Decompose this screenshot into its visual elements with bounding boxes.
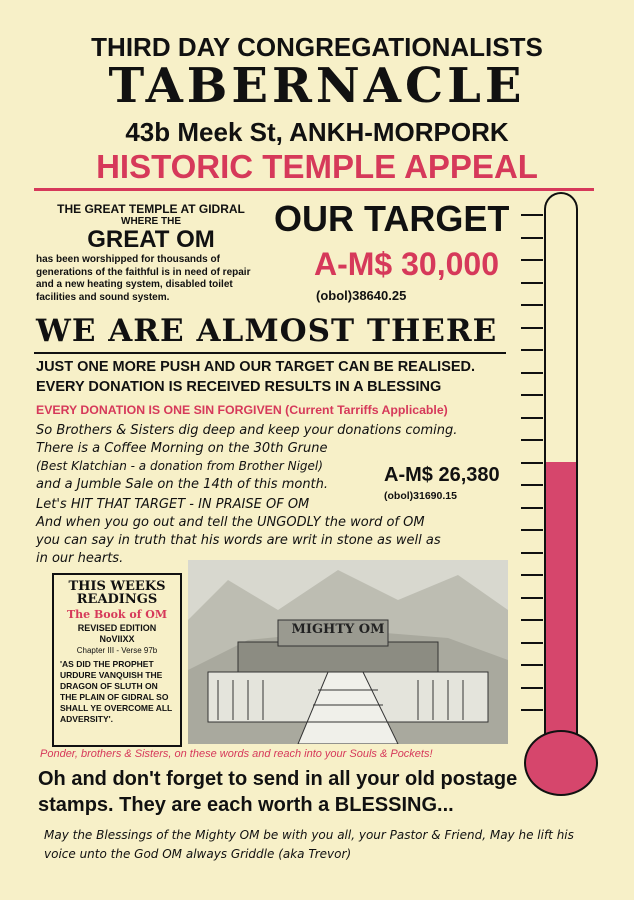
intro-line2: WHERE THE — [121, 216, 181, 227]
target-label: OUR TARGET — [274, 198, 510, 239]
readings-num: NoVIIXX — [99, 634, 135, 644]
target-obol: (obol)38640.25 — [316, 288, 407, 303]
almost-headline: WE ARE ALMOST THERE — [36, 313, 498, 349]
thermometer-tick — [521, 237, 543, 239]
almost-line2: EVERY DONATION IS RECEIVED RESULTS IN A BLESSING — [36, 379, 442, 395]
intro-body: has been worshipped for thousands of generations of the faithful is in need of repair and a new heating system, disabled toilet facilities and sound system. — [36, 254, 251, 303]
readings-chapter: Chapter III - Verse 97b — [76, 646, 158, 655]
footer-bless2: voice unto the God OM always Griddle (aka Trevor) — [44, 847, 352, 861]
header-address: 43b Meek St, ANKH-MORPORK — [125, 117, 509, 147]
header-tabernacle: TABERNACLE — [108, 58, 526, 114]
thermometer-tick — [521, 327, 543, 329]
body-line6: And when you go out and tell the UNGODLY the word of OM — [36, 515, 425, 530]
thermometer-tick — [521, 552, 543, 554]
thermometer-tick — [521, 214, 543, 216]
thermometer-tick — [521, 574, 543, 576]
thermometer-tick — [521, 462, 543, 464]
thermometer-bulb — [524, 730, 598, 796]
header-appeal: HISTORIC TEMPLE APPEAL — [96, 148, 538, 185]
almost-line1: JUST ONE MORE PUSH AND OUR TARGET CAN BE REALISED. — [36, 359, 476, 375]
readings-book: The Book of OM — [66, 608, 168, 621]
readings-title1: THIS WEEKS — [68, 579, 166, 594]
readings-edition: REVISED EDITION — [77, 623, 157, 633]
body-line3: (Best Klatchian - a donation from Brother Nigel) — [36, 459, 323, 473]
appeal-underline — [34, 188, 594, 191]
body-line7: you can say in truth that his words are writ in stone as well as — [36, 533, 441, 548]
thermometer-tick — [521, 709, 543, 711]
target-amount: A-M$ 30,000 — [314, 246, 499, 282]
thermometer-fill — [546, 462, 576, 762]
current-obol: (obol)31690.15 — [384, 490, 457, 502]
body-line2: There is a Coffee Morning on the 30th Grune — [36, 441, 328, 456]
body-line1: So Brothers & Sisters dig deep and keep your donations coming. — [36, 423, 458, 438]
thermometer-tick — [521, 529, 543, 531]
thermometer-tick — [521, 417, 543, 419]
almost-line3: EVERY DONATION IS ONE SIN FORGIVEN (Current Tarriffs Applicable) — [36, 403, 448, 417]
thermometer-tick — [521, 439, 543, 441]
almost-underline — [34, 352, 506, 354]
thermometer-tick — [521, 687, 543, 689]
readings-verse: 'AS DID THE PROPHET URDURE VANQUISH THE DRAGON OF SLUTH ON THE PLAIN OF GIDRAL SO SHALL YE OVERCOME ALL ADVERSITY'. — [60, 659, 173, 724]
footer-stamps1: Oh and don't forget to send in all your old postage — [38, 768, 518, 790]
footer-ponder: Ponder, brothers & Sisters, on these words and reach into your Souls & Pockets! — [40, 748, 433, 760]
temple-sign: MIGHTY OM — [291, 622, 385, 637]
intro-great-om: GREAT OM — [87, 226, 215, 253]
thermometer-tick — [521, 282, 543, 284]
thermometer-tick — [521, 507, 543, 509]
body-line8: in our hearts. — [36, 551, 124, 566]
readings-title2: READINGS — [76, 592, 158, 607]
temple-illustration — [188, 560, 508, 744]
footer-bless1: May the Blessings of the Mighty OM be with you all, your Pastor & Friend, May he lift his — [44, 828, 574, 842]
body-line5: Let's HIT THAT TARGET - IN PRAISE OF OM — [36, 497, 310, 512]
current-amount: A-M$ 26,380 — [384, 464, 500, 486]
footer-stamps2: stamps. They are each worth a BLESSING... — [38, 794, 454, 816]
thermometer-tick — [521, 304, 543, 306]
intro-line1: THE GREAT TEMPLE AT GIDRAL — [57, 202, 245, 216]
thermometer-tick — [521, 597, 543, 599]
body-line4: and a Jumble Sale on the 14th of this month. — [36, 477, 329, 492]
thermometer-tick — [521, 349, 543, 351]
thermometer-tube — [544, 192, 578, 762]
header-line1: THIRD DAY CONGREGATIONALISTS — [91, 32, 543, 62]
thermometer-tick — [521, 619, 543, 621]
thermometer-tick — [521, 394, 543, 396]
thermometer-tick — [521, 484, 543, 486]
thermometer-tick — [521, 642, 543, 644]
thermometer-tick — [521, 372, 543, 374]
readings-box — [52, 573, 182, 747]
thermometer-tick — [521, 664, 543, 666]
thermometer-tick — [521, 259, 543, 261]
